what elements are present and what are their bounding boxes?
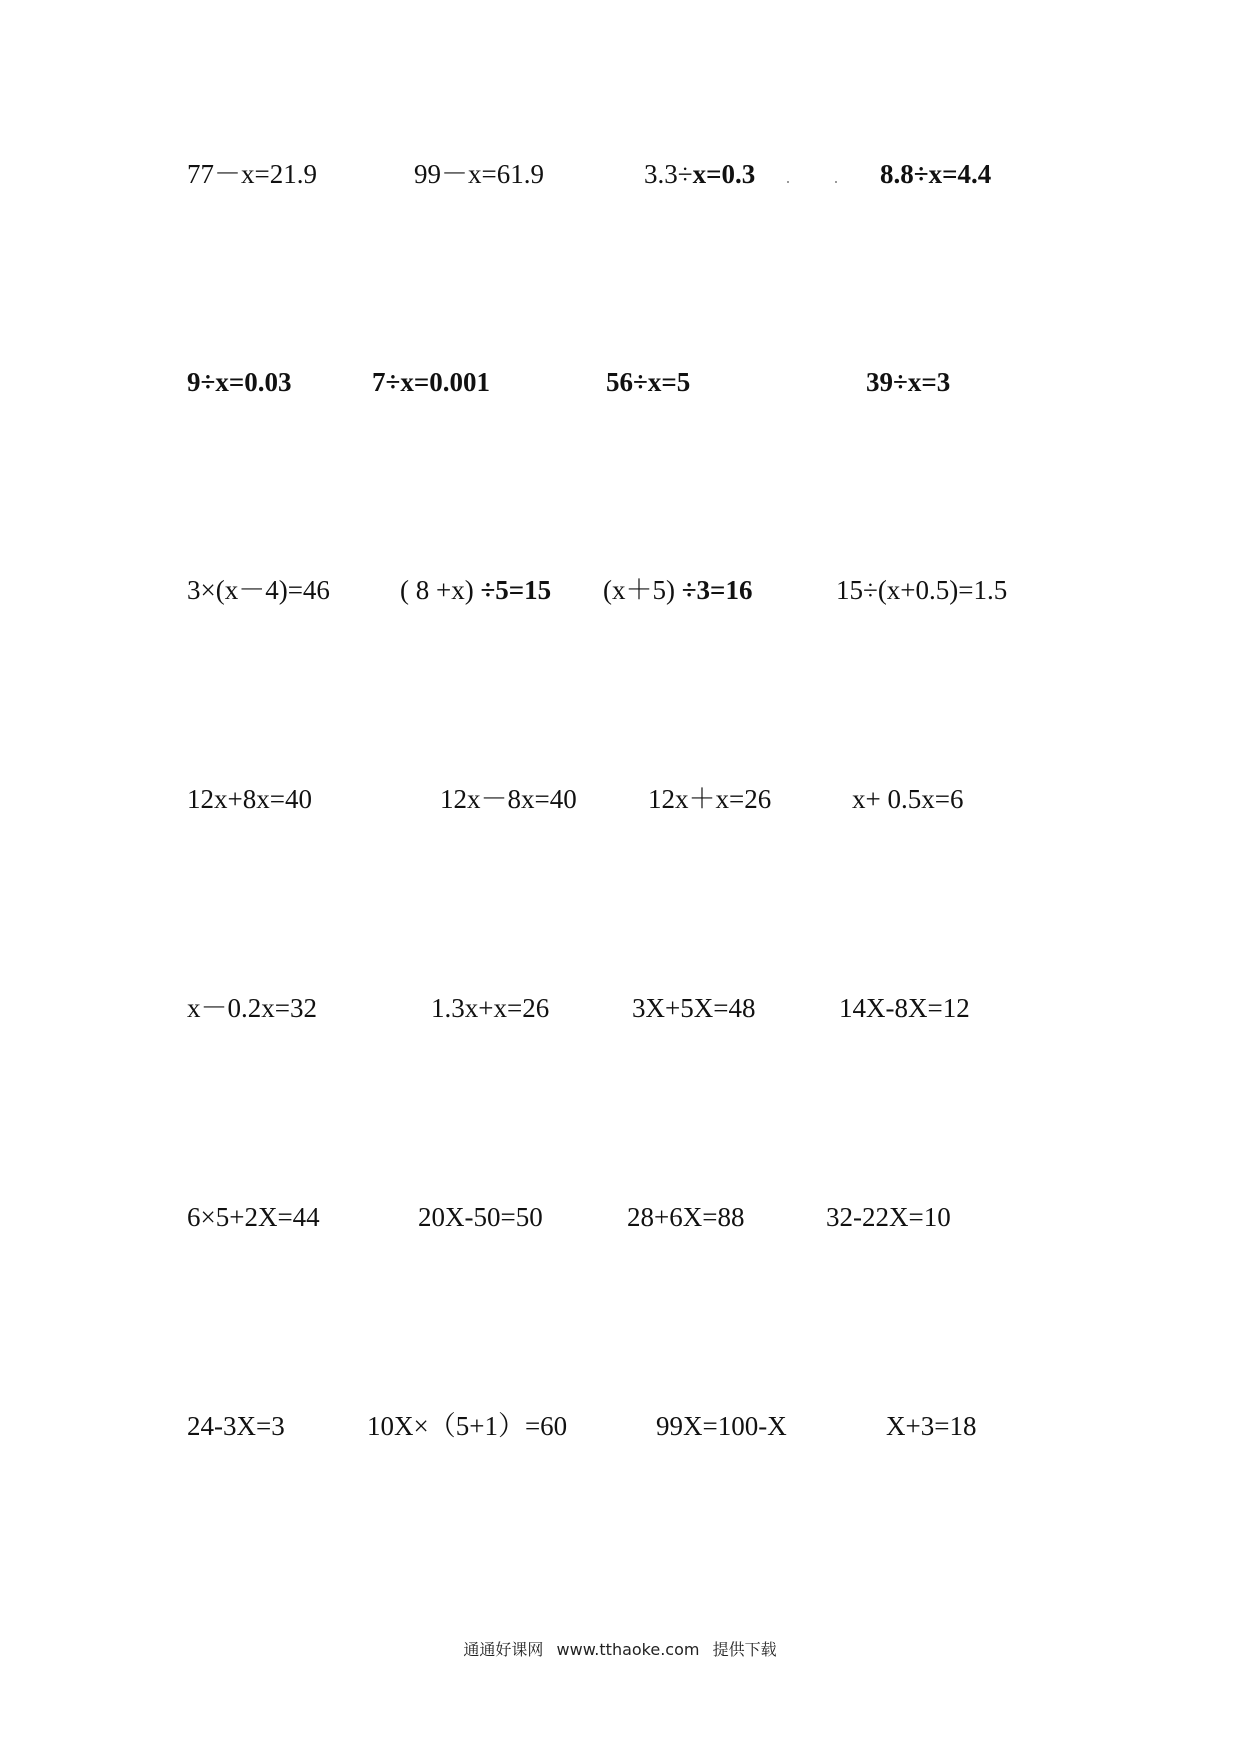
equation: 3X+5X=48 — [632, 993, 756, 1023]
equation — [187, 369, 291, 396]
equation — [606, 369, 690, 396]
equation-part: (x＋5) — [603, 575, 682, 605]
equation-part-bold: 9÷x=0.03 — [187, 367, 292, 397]
equation: 99－x=61.9 — [414, 159, 544, 189]
equation: 20X-50=50 — [418, 1202, 543, 1232]
equation: 10X×（5+1）=60 — [367, 1411, 568, 1441]
equation: x－0.2x=32 — [187, 993, 317, 1023]
equation: 12x＋x=26 — [648, 784, 772, 814]
equation: 24-3X=3 — [187, 1411, 285, 1441]
equation: 1.3x+x=26 — [431, 993, 550, 1023]
equation: 28+6X=88 — [627, 1202, 745, 1232]
equation — [603, 577, 752, 604]
page-footer — [0, 1637, 1240, 1660]
equation — [372, 369, 490, 396]
equation: 3×(x－4)=46 — [187, 575, 330, 605]
equation: 12x－8x=40 — [440, 784, 577, 814]
equation — [880, 161, 991, 188]
equation: 99X=100-X — [656, 1411, 787, 1441]
equation-part-bold: ÷3=16 — [681, 575, 753, 605]
equation: 6×5+2X=44 — [187, 1202, 320, 1232]
equation: 77－x=21.9 — [187, 159, 317, 189]
equation-part: ( 8 +x) — [400, 575, 481, 605]
equation-part-bold: 8.8÷x=4.4 — [880, 159, 992, 189]
equation: 32-22X=10 — [826, 1202, 951, 1232]
equation — [400, 577, 551, 604]
scan-speck — [835, 181, 837, 183]
footer-site-name: 通通好课网 — [463, 1640, 544, 1659]
equation — [644, 161, 755, 188]
equation: x+ 0.5x=6 — [852, 784, 964, 814]
equation-part-bold: x=0.3 — [692, 159, 756, 189]
equation-part-bold: 39÷x=3 — [866, 367, 951, 397]
equation-part-bold: 7÷x=0.001 — [372, 367, 490, 397]
equation: X+3=18 — [886, 1411, 977, 1441]
equation — [866, 369, 950, 396]
equation-part-bold: ÷5=15 — [480, 575, 552, 605]
equation-part-bold: 56÷x=5 — [606, 367, 691, 397]
equation: 14X-8X=12 — [839, 993, 970, 1023]
equation-part: 3.3÷ — [644, 159, 693, 189]
footer-url: www.tthaoke.com — [556, 1640, 700, 1659]
equation: 15÷(x+0.5)=1.5 — [836, 575, 1008, 605]
scan-speck — [787, 181, 789, 183]
equation: 12x+8x=40 — [187, 784, 312, 814]
footer-suffix: 提供下载 — [712, 1640, 777, 1659]
